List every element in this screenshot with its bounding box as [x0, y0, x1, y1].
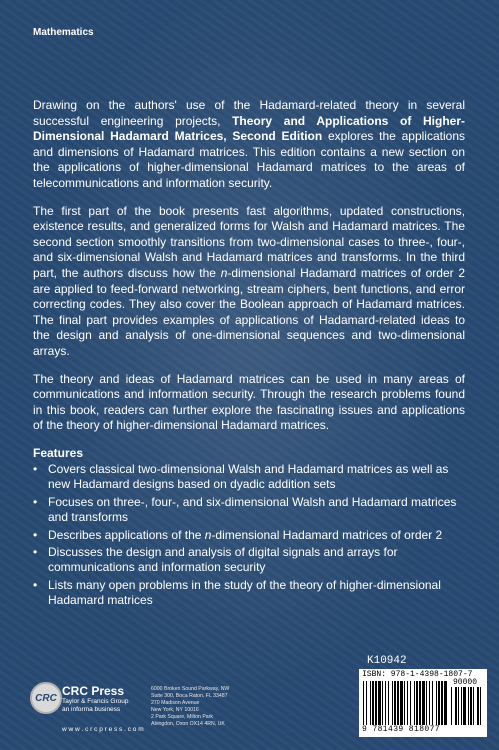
- barcode: [359, 669, 487, 737]
- publisher-block: [62, 684, 144, 733]
- publisher-name: CRC Press: [62, 684, 125, 698]
- address-line: 2 Park Square, Milton Park: [151, 714, 213, 720]
- publisher-url[interactable]: w w w . c r c p r e s s . c o m: [62, 726, 144, 733]
- paragraph-3: The theory and ideas of Hadamard matrices can be used in many areas of communications and information security. Through the research problems found in this book, readers can further explore the fascinating issues and applications of the theory of higher-dimensional Hadamard matrices.: [33, 371, 465, 433]
- feature-item: • Discusses the design and analysis of digital signals and arrays for communications and information security: [33, 545, 398, 575]
- price-barcode-icon: [451, 687, 481, 725]
- publisher-business: an informa business: [62, 706, 121, 713]
- feature-item: • Describes applications of the n-dimensional Hadamard matrices of order 2: [33, 527, 443, 542]
- bullet-icon: •: [33, 462, 38, 476]
- isbn-text: ISBN: 978-1-4398-1807-7: [362, 670, 473, 679]
- address-line: New York, NY 10016: [151, 707, 199, 713]
- ean-number: 9 781439 818077: [362, 725, 441, 734]
- crc-logo-icon: CRC: [30, 682, 62, 714]
- subject-label: Mathematics: [33, 27, 94, 38]
- description: [33, 98, 465, 446]
- bullet-icon: •: [33, 494, 38, 509]
- bullet-icon: •: [33, 527, 38, 542]
- feature-item: • Lists many open problems in the study of the theory of higher-dimensional Hadamard matrices: [33, 577, 441, 608]
- barcode-icon: [363, 681, 447, 725]
- catalog-number: K10942: [367, 655, 407, 667]
- features-list: [33, 462, 473, 611]
- publisher-group: Taylor & Francis Group: [62, 698, 129, 705]
- address-line: Abingdon, Oxon OX14 4RN, UK: [151, 721, 225, 727]
- features-heading: Features: [33, 446, 84, 460]
- paragraph-2: The first part of the book presents fast algorithms, updated constructions, existence results, and generalized forms for Walsh and Hadamard matrices. The second section smoothly transitions from two-dimensional cases to three-, four-, and six-dimensional Walsh and Hadamard matrices and transforms. In the third part, the authors discuss how the n-dimensional Hadamard matrices of order 2 are applied to feed-forward networking, stream ciphers, bent functions, and error correcting codes. They also cover the Boolean approach of Hadamard matrices. The final part provides examples of applications of Hadamard-related ideas to the design and analysis of one-dimensional sequences and two-dimensional arrays.: [33, 203, 466, 358]
- bullet-icon: •: [33, 545, 38, 560]
- address-line: 270 Madison Avenue: [151, 700, 200, 706]
- feature-item: • Focuses on three-, four-, and six-dimensional Walsh and Hadamard matrices and transforms: [33, 494, 457, 525]
- address-line: 6000 Broken Sound Parkway, NW: [151, 686, 230, 692]
- paragraph-1: Drawing on the authors' use of the Hadamard-related theory in several successful engineering projects, Theory and Applications of Higher-Dimensional Hadamard Matrices, Second Edition explores the applications and dimensions of Hadamard matrices. This edition contains a new section on the applications of higher-dimensional Hadamard matrices to the areas of telecommunications and information security.: [33, 98, 465, 190]
- address-line: Suite 300, Boca Raton, FL 33487: [151, 693, 228, 699]
- feature-item: • Covers classical two-dimensional Walsh and Hadamard matrices as well as new Hadamard designs based on dyadic addition sets: [33, 462, 449, 492]
- publisher-addresses: [151, 686, 261, 728]
- price-code: 90000: [453, 678, 478, 687]
- bullet-icon: •: [33, 577, 38, 592]
